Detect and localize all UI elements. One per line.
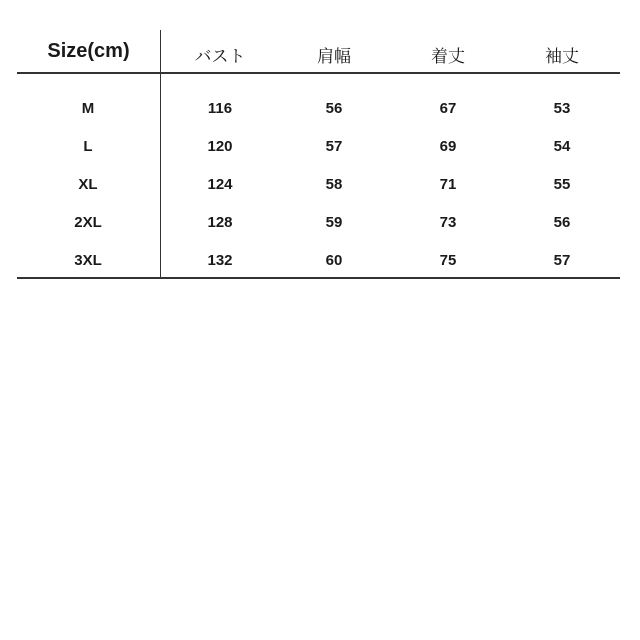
shoulder-value: 56 <box>325 100 343 117</box>
size-label: 2XL <box>74 214 102 231</box>
length-value: 71 <box>439 176 457 193</box>
table-bottom-border <box>17 277 620 279</box>
shoulder-value: 59 <box>325 214 343 231</box>
size-label: M <box>81 100 95 117</box>
header-bust: バスト <box>194 47 246 67</box>
size-chart-table <box>17 30 620 279</box>
header-sleeve-length: 袖丈 <box>545 47 579 67</box>
header-size-cm: Size(cm) <box>47 40 130 62</box>
shoulder-value: 60 <box>325 252 343 269</box>
sleeve-value: 54 <box>553 138 571 155</box>
table-row <box>17 242 620 280</box>
sleeve-value: 57 <box>553 252 571 269</box>
length-value: 75 <box>439 252 457 269</box>
length-value: 67 <box>439 100 457 117</box>
sleeve-value: 53 <box>553 100 571 117</box>
header-shoulder-width: 肩幅 <box>317 47 351 67</box>
bust-value: 124 <box>207 176 233 193</box>
bust-value: 132 <box>207 252 233 269</box>
table-row <box>17 204 620 242</box>
table-body <box>17 74 620 277</box>
sleeve-value: 56 <box>553 214 571 231</box>
size-label: 3XL <box>74 252 102 269</box>
shoulder-value: 57 <box>325 138 343 155</box>
table-header-row <box>17 30 620 72</box>
length-value: 69 <box>439 138 457 155</box>
bust-value: 120 <box>207 138 233 155</box>
table-row <box>17 166 620 204</box>
table-row <box>17 90 620 128</box>
bust-value: 116 <box>207 100 233 117</box>
size-label: L <box>83 138 93 155</box>
table-row <box>17 128 620 166</box>
length-value: 73 <box>439 214 457 231</box>
sleeve-value: 55 <box>553 176 571 193</box>
size-label: XL <box>78 176 98 193</box>
header-length: 着丈 <box>431 47 465 67</box>
shoulder-value: 58 <box>325 176 343 193</box>
bust-value: 128 <box>207 214 233 231</box>
